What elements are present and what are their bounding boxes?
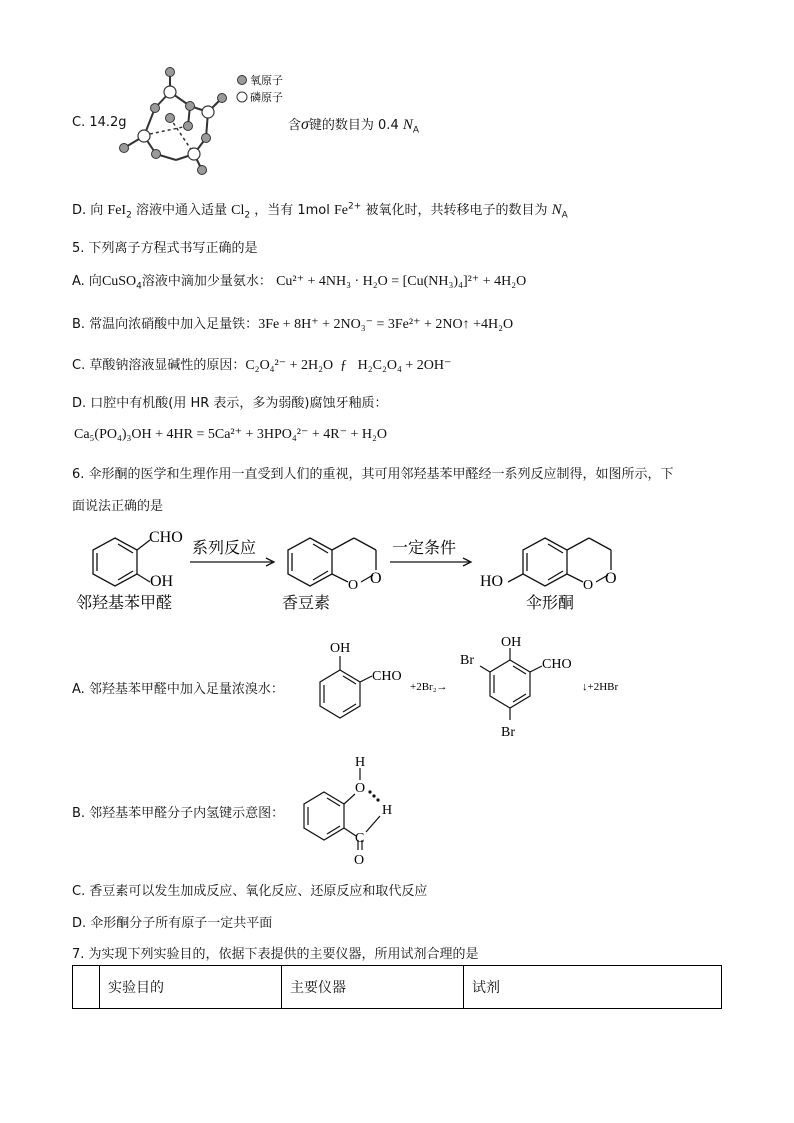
q5-option-c: C. 草酸钠溶液显碱性的原因：C₂O₄²⁻ + 2H₂O ƒ H₂C₂O₄ + 2OH⁻	[72, 358, 452, 373]
svg-text:+2Br₂→: +2Br₂→	[410, 681, 448, 693]
table-header-purpose: 实验目的	[100, 966, 282, 1009]
svg-text:H: H	[382, 803, 393, 818]
hydrogen-bond-diagram	[300, 752, 410, 870]
table-header-reagents: 试剂	[464, 966, 722, 1009]
q6-option-a-label: A. 邻羟基苯甲醛中加入足量浓溴水：	[72, 682, 284, 697]
legend-phosphorus: 磷原子	[250, 92, 283, 104]
q5-stem: 5. 下列离子方程式书写正确的是	[72, 241, 258, 256]
scheme-name-salicylaldehyde: 邻羟基苯甲醛	[76, 595, 173, 612]
q5-option-a: A. 向CuSO$_4$溶液中滴加少量氨水： Cu²⁺ + 4NH₃ · H₂O = [Cu(NH₃)₄]²⁺ + 4H₂O	[72, 274, 527, 292]
scheme-name-umbelliferone: 伞形酮	[526, 595, 575, 612]
svg-text:系列反应: 系列反应	[192, 540, 257, 557]
svg-text:HO: HO	[480, 573, 504, 590]
q7-table	[72, 965, 722, 1009]
svg-text:O: O	[370, 570, 382, 587]
svg-text:CHO: CHO	[542, 657, 572, 672]
scheme-name-coumarin: 香豆素	[282, 595, 331, 612]
q7-stem: 7. 为实现下列实验目的，依据下表提供的主要仪器，所用试剂合理的是	[72, 947, 479, 962]
svg-text:一定条件: 一定条件	[392, 540, 457, 557]
svg-text:CHO: CHO	[149, 529, 183, 546]
q4-option-c-label: C. 14.2g	[72, 115, 127, 130]
svg-text:O: O	[605, 570, 617, 587]
q6-option-d: D. 伞形酮分子所有原子一定共平面	[72, 916, 273, 931]
svg-text:Br: Br	[460, 653, 474, 668]
svg-text:O: O	[348, 578, 359, 593]
table-cell-index	[73, 966, 100, 1009]
table-header-instruments: 主要仪器	[282, 966, 464, 1009]
q4-option-c-text: 含σ键的数目为 0.4 $N_A$	[288, 116, 420, 136]
q5-option-d-label: D. 口腔中有机酸(用 HR 表示，多为弱酸)腐蚀牙釉质：	[72, 396, 388, 411]
q6-option-c: C. 香豆素可以发生加成反应、氧化反应、还原反应和取代反应	[72, 884, 428, 899]
svg-text:OH: OH	[150, 573, 174, 590]
svg-text:C: C	[355, 831, 365, 846]
svg-text:OH: OH	[330, 641, 351, 656]
bromination-equation	[300, 630, 640, 742]
q6-stem-line1: 6. 伞形酮的医学和生理作用一直受到人们的重视，其可用邻羟基苯甲醛经一系列反应制得，如图所示，下	[72, 467, 674, 482]
svg-text:H: H	[355, 755, 366, 770]
svg-text:O: O	[355, 781, 366, 796]
svg-text:Br: Br	[501, 725, 515, 740]
q5-option-b: B. 常温向浓硝酸中加入足量铁：3Fe + 8H⁺ + 2NO₃⁻ = 3Fe²⁺ + 2NO↑ +4H₂O	[72, 317, 514, 332]
reaction-scheme	[70, 520, 670, 620]
q5-option-d-equation: Ca₅(PO₄)₃OH + 4HR = 5Ca²⁺ + 3HPO₄²⁻ + 4R⁻ + H₂O	[74, 427, 388, 442]
table-header-row	[73, 966, 722, 1009]
svg-text:OH: OH	[501, 635, 522, 650]
q6-stem-line2: 面说法正确的是	[72, 499, 164, 514]
svg-text:O: O	[583, 578, 594, 593]
q6-option-b-label: B. 邻羟基苯甲醛分子内氢键示意图：	[72, 806, 285, 821]
oxygen-legend-icon	[238, 76, 247, 85]
svg-text:↓+2HBr: ↓+2HBr	[582, 681, 619, 693]
svg-text:O: O	[354, 853, 365, 868]
phosphorus-legend-icon	[237, 92, 247, 102]
p4o10-molecule-diagram	[110, 62, 310, 182]
legend-oxygen: 氧原子	[250, 75, 283, 87]
q4-option-d: D. 向 FeI$_2$ 溶液中通入适量 $Cl_2$ ，当有 1mol $Fe^{2+}$ 被氧化时，共转移电子的数目为 $N_A$	[72, 201, 568, 221]
svg-text:CHO: CHO	[372, 669, 402, 684]
